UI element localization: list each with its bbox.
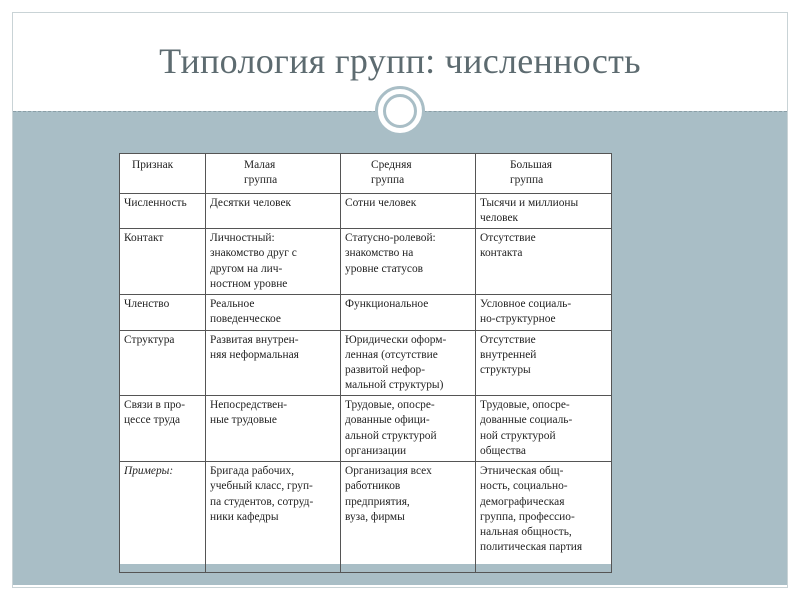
table-cell: Тысячи и миллионы человек — [476, 194, 612, 229]
circle-ornament-icon — [375, 86, 425, 136]
table-row — [120, 396, 612, 462]
header-cell: Малая группа — [206, 154, 341, 194]
row-label: Численность — [120, 194, 206, 229]
comparison-table-card — [119, 153, 611, 564]
table-cell: Реальное поведенческое — [206, 295, 341, 330]
table-row — [120, 330, 612, 396]
header-cell: Большая группа — [476, 154, 612, 194]
table-cell: Юридически оформ- ленная (отсутствие развитой нефор- мальной структуры) — [341, 330, 476, 396]
table-row — [120, 462, 612, 573]
row-label: Членство — [120, 295, 206, 330]
table-cell: Трудовые, опосре- дованные социаль- ной структурой общества — [476, 396, 612, 462]
row-label: Структура — [120, 330, 206, 396]
table-header-row — [120, 154, 612, 194]
header-cell: Признак — [120, 154, 206, 194]
table-cell: Условное социаль- но-структурное — [476, 295, 612, 330]
table-cell: Десятки человек — [206, 194, 341, 229]
header-cell: Средняя группа — [341, 154, 476, 194]
table-cell: Этническая общ- ность, социально- демографическая группа, профессио- нальная общность, политическая партия — [476, 462, 612, 573]
table-cell: Личностный: знакомство друг с другом на лич- ностном уровне — [206, 229, 341, 295]
row-label: Примеры: — [120, 462, 206, 573]
row-label: Контакт — [120, 229, 206, 295]
table-cell: Статусно-ролевой: знакомство на уровне статусов — [341, 229, 476, 295]
table-cell: Развитая внутрен- няя неформальная — [206, 330, 341, 396]
table-cell: Трудовые, опосре- дованные офици- альной структурой организации — [341, 396, 476, 462]
row-label: Связи в про- цессе труда — [120, 396, 206, 462]
table-cell: Непосредствен- ные трудовые — [206, 396, 341, 462]
table-cell: Организация всех работников предприятия, вуза, фирмы — [341, 462, 476, 573]
comparison-table — [119, 153, 612, 573]
circle-ornament-inner — [383, 94, 417, 128]
table-cell: Отсутствие контакта — [476, 229, 612, 295]
table-cell: Бригада рабочих, учебный класс, груп- па студентов, сотруд- ники кафедры — [206, 462, 341, 573]
table-cell: Функциональное — [341, 295, 476, 330]
table-row — [120, 295, 612, 330]
table-cell: Отсутствие внутренней структуры — [476, 330, 612, 396]
slide-title: Типология групп: численность — [159, 41, 641, 81]
table-cell: Сотни человек — [341, 194, 476, 229]
table-row — [120, 229, 612, 295]
table-row — [120, 194, 612, 229]
